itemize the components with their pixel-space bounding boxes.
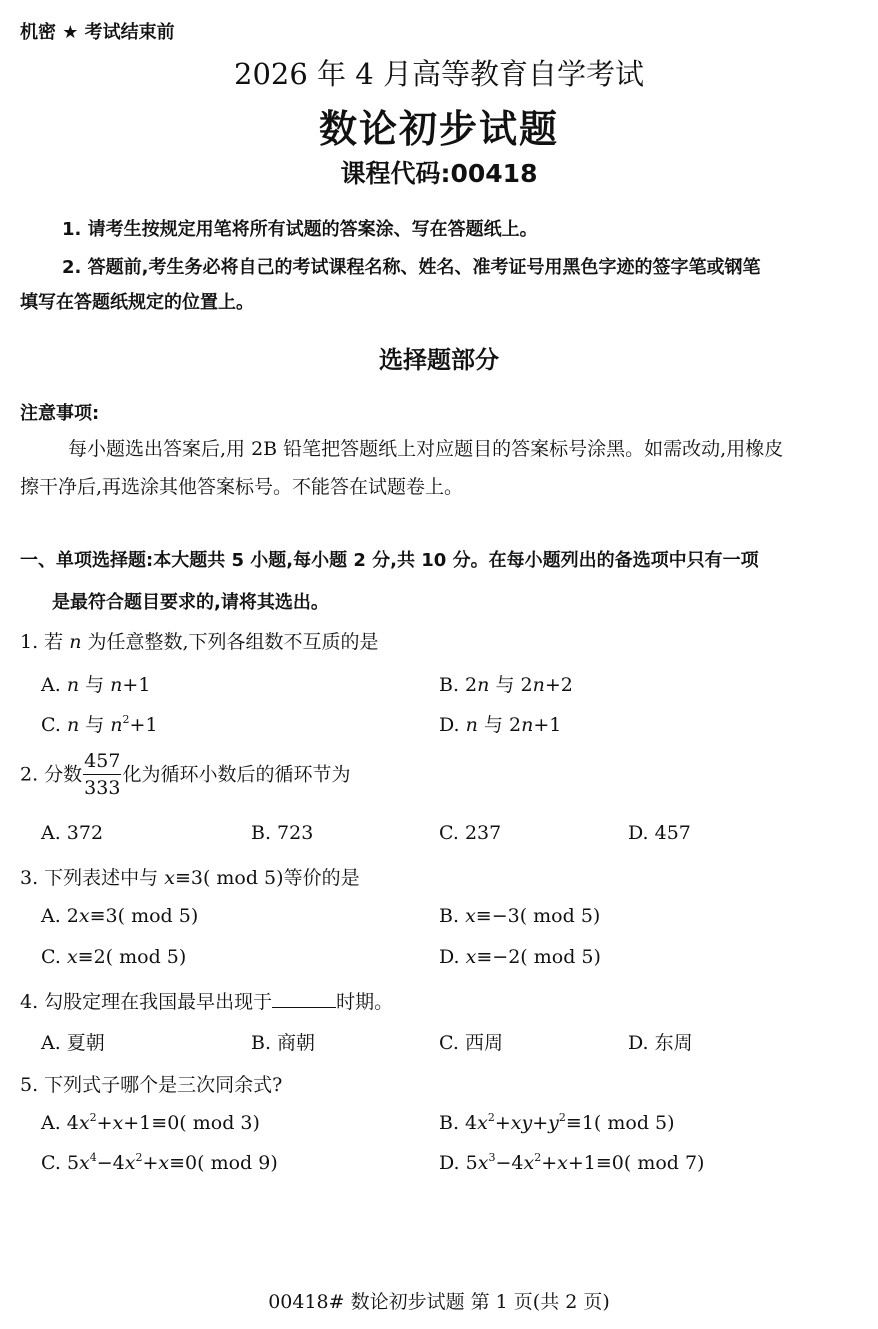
- q2-option-d[interactable]: D. 457: [628, 822, 691, 844]
- q5-option-a[interactable]: A. $4x^2+x+1\equiv 0$( mod 3): [41, 1111, 260, 1134]
- q4-option-b[interactable]: B. 商朝: [251, 1032, 316, 1054]
- q1-option-d[interactable]: D. n 与 2n+1: [439, 714, 562, 736]
- page-footer: 00418# 数论初步试题 第 1 页(共 2 页): [268, 1291, 610, 1313]
- course-code: 课程代码:00418: [340, 159, 538, 188]
- notes-line2: 擦干净后,再选涂其他答案标号。不能答在试题卷上。: [20, 476, 464, 498]
- confidential-label: 机密 ★ 考试结束前: [20, 22, 175, 43]
- instruction-2-line2: 填写在答题纸规定的位置上。: [20, 292, 254, 313]
- q3-option-d[interactable]: D. x≡−2( mod 5): [439, 946, 601, 968]
- instruction-1: 1. 请考生按规定用笔将所有试题的答案涂、写在答题纸上。: [62, 219, 538, 240]
- q1-option-a[interactable]: A. n 与 n+1: [41, 674, 151, 696]
- q4-option-d[interactable]: D. 东周: [628, 1032, 693, 1054]
- q1-option-c[interactable]: C. n 与 $n^2+1$: [41, 713, 158, 736]
- instruction-2-line1: 2. 答题前,考生务必将自己的考试课程名称、姓名、准考证号用黑色字迹的签字笔或钢笔: [62, 257, 761, 278]
- q2-option-c[interactable]: C. 237: [439, 822, 502, 844]
- q3-option-c[interactable]: C. x≡2( mod 5): [41, 946, 187, 968]
- question-5-stem: 5. 下列式子哪个是三次同余式?: [20, 1074, 283, 1096]
- paper-title: 数论初步试题: [318, 107, 559, 151]
- question-2-stem: [20, 752, 350, 798]
- exam-title: 2026 年 4 月高等教育自学考试: [234, 57, 644, 91]
- q1-var: n: [69, 631, 82, 653]
- part1-heading-line2: 是最符合题目要求的,请将其选出。: [52, 592, 329, 613]
- q2-option-a[interactable]: A. 372: [41, 822, 104, 844]
- q2-numerator: 457: [83, 752, 121, 775]
- section-title: 选择题部分: [379, 346, 499, 374]
- q4-blank: [272, 989, 336, 1008]
- question-1-stem: [20, 627, 379, 654]
- q5-option-d[interactable]: D. $5x^3-4x^2+x+1\equiv 0$( mod 7): [439, 1151, 705, 1174]
- q4-suffix: 时期。: [336, 991, 394, 1013]
- q5-option-b[interactable]: B. $4x^2+xy+y^2\equiv 1$( mod 5): [439, 1111, 675, 1134]
- notes-label: 注意事项:: [20, 403, 100, 424]
- q2-fraction: [83, 752, 121, 798]
- q5-option-c[interactable]: C. $5x^4-4x^2+x\equiv 0$( mod 9): [41, 1151, 278, 1174]
- question-3-stem: 3. 下列表述中与 x≡3( mod 5)等价的是: [20, 867, 360, 889]
- q3-suffix: 等价的是: [283, 867, 360, 889]
- q1-prefix: 1. 若: [20, 631, 64, 653]
- q4-option-c[interactable]: C. 西周: [439, 1032, 503, 1054]
- notes-line1: 每小题选出答案后,用 2B 铅笔把答题纸上对应题目的答案标号涂黑。如需改动,用橡皮: [68, 438, 784, 460]
- question-4-stem: [20, 987, 393, 1014]
- q4-option-a[interactable]: A. 夏朝: [41, 1032, 105, 1054]
- q2-suffix: 化为循环小数后的循环节为: [122, 763, 351, 786]
- q1-suffix: 为任意整数,下列各组数不互质的是: [87, 631, 379, 653]
- q2-option-b[interactable]: B. 723: [251, 822, 314, 844]
- q2-prefix: 2. 分数: [20, 763, 83, 786]
- q2-denominator: 333: [84, 777, 121, 799]
- q3-option-a[interactable]: A. 2x≡3( mod 5): [41, 905, 199, 927]
- q4-prefix: 4. 勾股定理在我国最早出现于: [20, 991, 273, 1013]
- part1-heading-line1: 一、单项选择题:本大题共 5 小题,每小题 2 分,共 10 分。在每小题列出的备选项中只有一项: [20, 550, 759, 571]
- q3-option-b[interactable]: B. x≡−3( mod 5): [439, 905, 601, 927]
- q3-prefix: 3. 下列表述中与: [20, 867, 159, 889]
- q1-option-b[interactable]: B. 2n 与 2n+2: [439, 674, 573, 696]
- q3-expr: ≡3( mod 5): [174, 867, 284, 889]
